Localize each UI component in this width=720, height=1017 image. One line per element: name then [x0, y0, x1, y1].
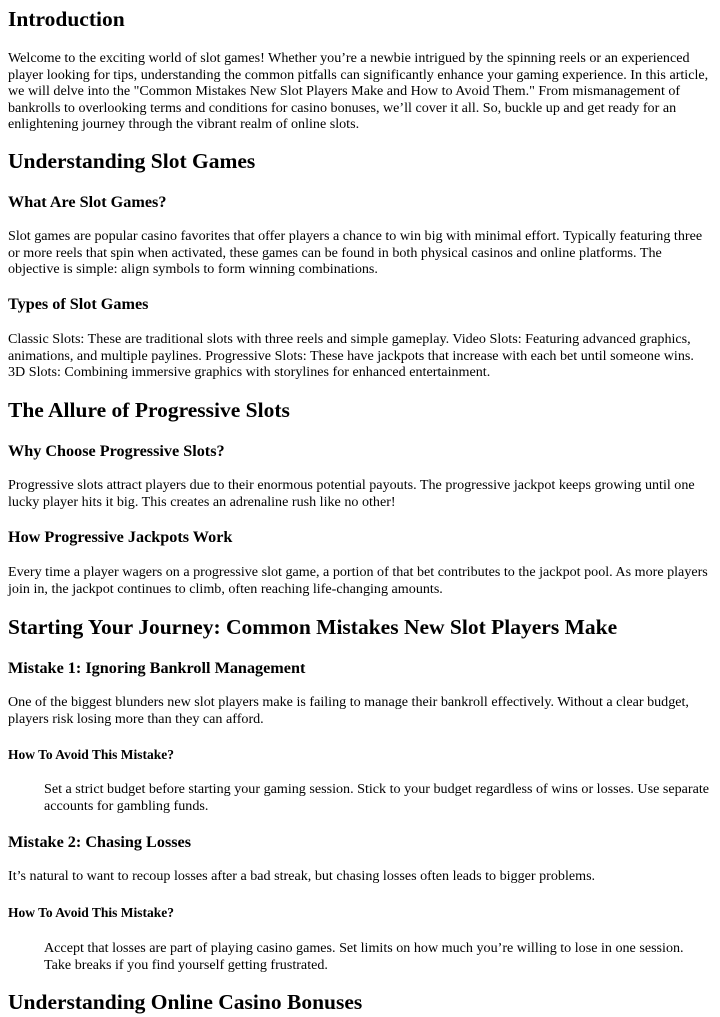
- allure-of-progressive-slots-heading: The Allure of Progressive Slots: [8, 398, 290, 422]
- understanding-slot-games-heading: Understanding Slot Games: [8, 149, 256, 173]
- how-jackpots-work-heading: How Progressive Jackpots Work: [8, 528, 233, 546]
- types-of-slot-games-paragraph: Classic Slots: These are traditional slots with three reels and simple gameplay. Video Slots: Featuring advanced graphics, animations, and multiple paylines. Progressive Slots: These have jackpots that increase with each bet until someone wins. 3D Slots: Combining immersive graphics with storylines for enhanced entertainment.: [8, 331, 694, 380]
- mistake-1-heading: Mistake 1: Ignoring Bankroll Management: [8, 659, 306, 677]
- avoid-mistake-1-quote: Set a strict budget before starting your gaming session. Stick to your budget regardless of wins or losses. Use separate accounts for gambling funds.: [44, 781, 710, 814]
- types-of-slot-games-heading: Types of Slot Games: [8, 295, 149, 313]
- mistake-2-paragraph: It’s natural to want to recoup losses after a bad streak, but chasing losses often leads to bigger problems.: [8, 868, 596, 884]
- intro-paragraph: Welcome to the exciting world of slot games! Whether you’re a newbie intrigued by the spinning reels or an experienced player looking for tips, understanding the common pitfalls can significantly enhance your gaming experience. In this article, we will delve into the "Common Mistakes New Slot Players Make and How to Avoid Them." From mismanagement of bankrolls to overlooking terms and conditions for casino bonuses, we’ll cover it all. So, buckle up and get ready for an enlightening journey through the vibrant realm of online slots.: [8, 50, 709, 132]
- intro-heading: Introduction: [8, 7, 125, 31]
- online-casino-bonuses-heading: Understanding Online Casino Bonuses: [8, 990, 363, 1014]
- common-mistakes-heading: Starting Your Journey: Common Mistakes New Slot Players Make: [8, 615, 618, 639]
- what-are-slot-games-paragraph: Slot games are popular casino favorites that offer players a chance to win big with minimal effort. Typically featuring three or more reels that spin when activated, these games can be found in both physical casinos and online platforms. The objective is simple: align symbols to form winning combinations.: [8, 228, 703, 277]
- mistake-2-heading: Mistake 2: Chasing Losses: [8, 833, 192, 851]
- why-choose-progressive-paragraph: Progressive slots attract players due to their enormous potential payouts. The progressive jackpot keeps growing until one lucky player hits it big. This creates an adrenaline rush like no other!: [8, 477, 695, 510]
- how-jackpots-work-paragraph: Every time a player wagers on a progressive slot game, a portion of that bet contributes to the jackpot pool. As more players join in, the jackpot continues to climb, often reaching life-changing amounts.: [8, 564, 708, 597]
- what-are-slot-games-heading: What Are Slot Games?: [8, 193, 167, 211]
- avoid-mistake-1-heading: How To Avoid This Mistake?: [8, 747, 175, 762]
- avoid-mistake-2-heading: How To Avoid This Mistake?: [8, 905, 175, 920]
- why-choose-progressive-heading: Why Choose Progressive Slots?: [8, 442, 225, 460]
- mistake-1-paragraph: One of the biggest blunders new slot players make is failing to manage their bankroll effectively. Without a clear budget, players risk losing more than they can afford.: [8, 694, 689, 727]
- avoid-mistake-2-quote: Accept that losses are part of playing casino games. Set limits on how much you’re willing to lose in one session. Take breaks if you find yourself getting frustrated.: [44, 940, 684, 973]
